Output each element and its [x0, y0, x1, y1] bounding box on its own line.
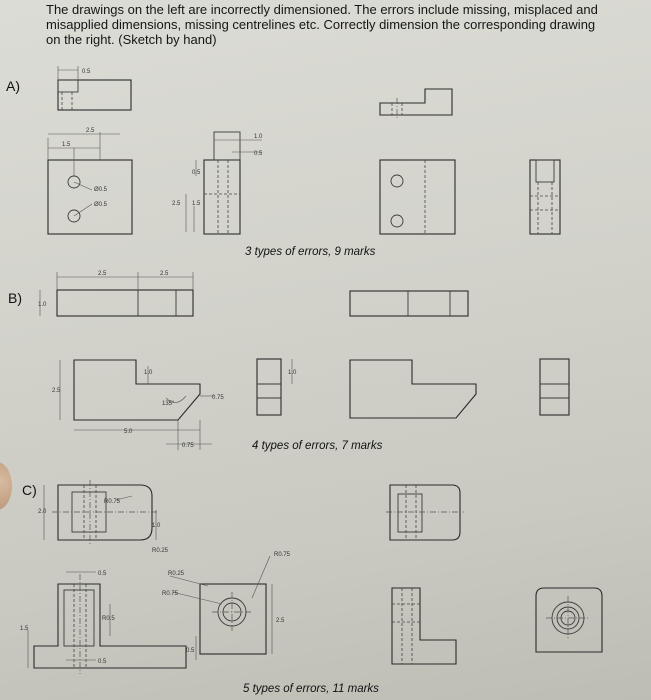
dim-b-0-75: 0.75: [212, 395, 224, 401]
dim-c-0-5b: 0.5: [186, 648, 195, 654]
dim-a-1-5b: 1.5: [192, 201, 201, 207]
drawing-c-left-top-view: [38, 480, 169, 554]
drawing-a-left-top-view: [58, 66, 131, 110]
dim-c-r0-75b: R0.75: [274, 552, 291, 558]
dim-a-1-0: 1.0: [254, 134, 263, 140]
drawing-c-left-front-view: [20, 571, 186, 674]
dim-a-dia-2: Ø0.5: [94, 202, 108, 208]
marks-a: 3 types of errors, 9 marks: [245, 246, 376, 258]
drawing-a-left-front-view: [48, 128, 132, 234]
dim-b-0-75b: 0.75: [182, 443, 194, 449]
drawing-c-right-top-view: [386, 485, 464, 540]
drawing-b-right-top-view: [350, 291, 468, 316]
dim-c-r0-75c: R0.75: [162, 591, 179, 597]
drawing-c-right-front-view: [392, 588, 456, 664]
dim-b-1-0b: 1.0: [144, 370, 153, 376]
marks-c: 5 types of errors, 11 marks: [243, 683, 379, 695]
dim-a-2-5: 2.5: [86, 128, 95, 134]
drawing-c-right-side-view: [536, 588, 602, 652]
dim-c-1-5: 1.5: [20, 626, 29, 632]
dim-c-0-5c: 0.5: [98, 659, 107, 665]
dim-a-top-0-5: 0.5: [82, 69, 91, 75]
dim-c-r0-25: R0.25: [152, 548, 169, 554]
dim-b-2-5c: 2.5: [52, 388, 61, 394]
drawing-b-left-front-view: [52, 360, 224, 450]
section-label-c: C): [22, 482, 37, 498]
dim-b-1-0c: 1.0: [288, 370, 297, 376]
drawing-a-right-side-view: [530, 160, 560, 234]
marks-b: 4 types of errors, 7 marks: [252, 440, 383, 452]
dim-b-2-5a: 2.5: [98, 271, 107, 277]
section-label-b: B): [8, 290, 22, 306]
drawing-b-right-side-view: [540, 359, 569, 415]
dim-b-2-5b: 2.5: [160, 271, 169, 277]
dim-c-r0-25b: R0.25: [168, 571, 185, 577]
dim-b-135: 135°: [162, 401, 175, 407]
drawing-a-left-side-view: [172, 132, 263, 234]
instructions-text: The drawings on the left are incorrectly dimensioned. The errors include missing, misplaced and misapplied dimensions, missing centrelines etc. Correctly dimension the corresponding drawing on the right. (Sketch by hand): [46, 2, 598, 47]
drawing-a-right-top-view: [380, 89, 452, 118]
dim-c-2-0: 2.0: [38, 509, 47, 515]
dim-a-0-5c: 0.5: [192, 170, 201, 176]
drawing-b-left-side-view: [257, 359, 297, 415]
dim-a-1-5: 1.5: [62, 142, 71, 148]
dim-c-0-5: 0.5: [98, 571, 107, 577]
section-label-a: A): [6, 78, 20, 94]
drawing-b-right-front-view: [350, 360, 476, 418]
dim-a-2-5b: 2.5: [172, 201, 181, 207]
dim-c-r0-75: R0.75: [104, 499, 121, 505]
dim-c-r0-5: R0.5: [102, 616, 115, 622]
drawing-c-left-side-view: [162, 552, 291, 660]
dim-b-1-0: 1.0: [38, 302, 47, 308]
drawing-a-right-front-view: [380, 160, 455, 234]
dim-a-0-5b: 0.5: [254, 151, 263, 157]
dim-b-5-0: 5.0: [124, 429, 133, 435]
dim-c-1-0: 1.0: [152, 523, 161, 529]
dim-c-2-5: 2.5: [276, 618, 285, 624]
drawing-b-left-top-view: [38, 271, 193, 316]
dim-a-dia-1: Ø0.5: [94, 187, 108, 193]
